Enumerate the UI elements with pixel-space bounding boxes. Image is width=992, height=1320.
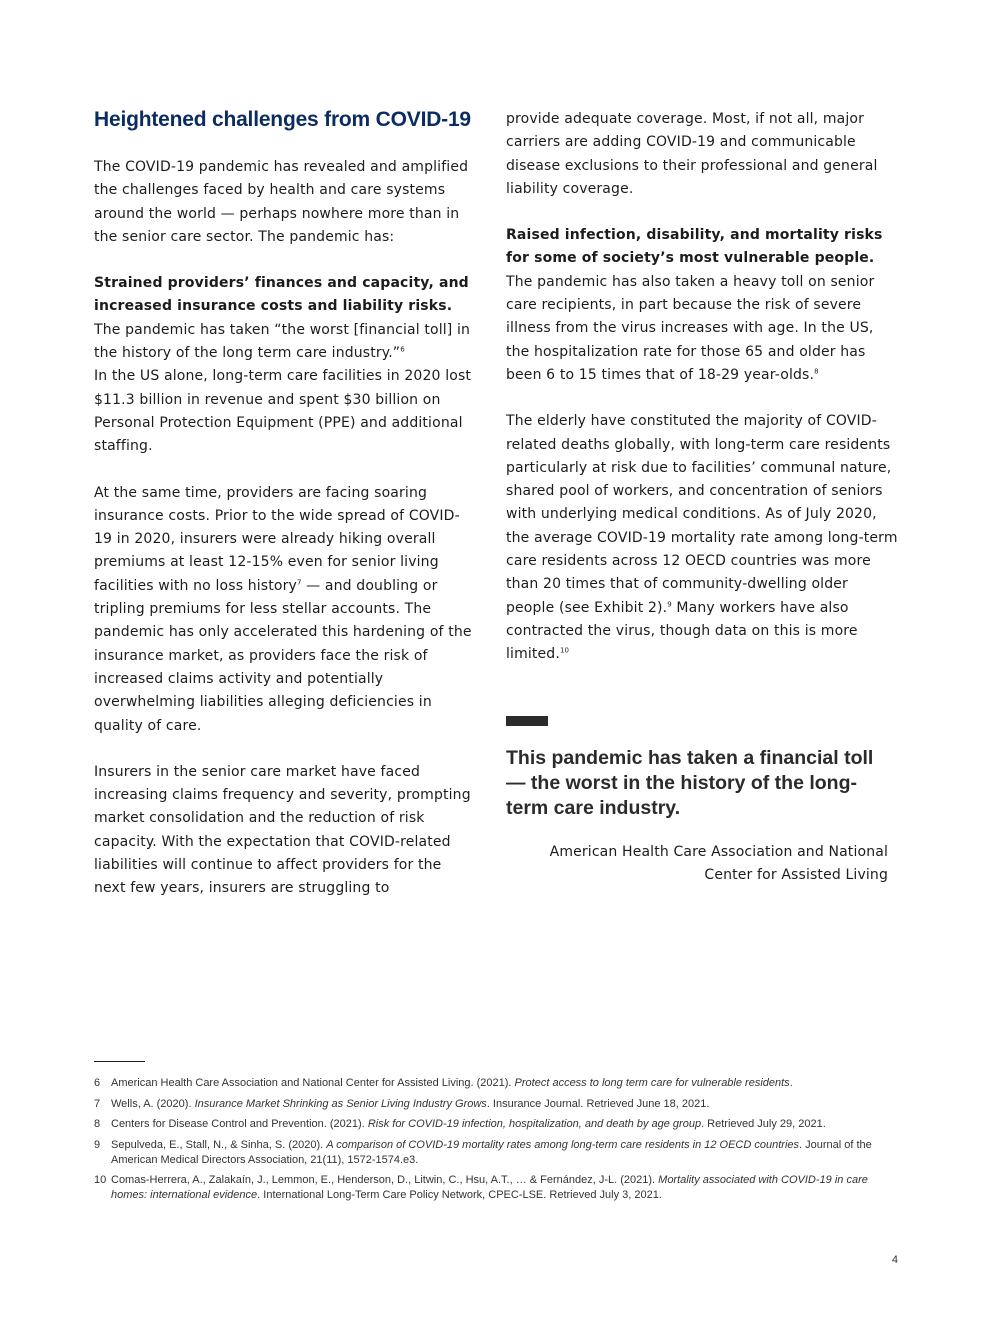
footnote-ref-7[interactable]: 7 <box>296 578 302 587</box>
footnote-item <box>94 1173 900 1203</box>
insurance-text-b: — and doubling or tripling premiums for less stellar accounts. The pandemic has only accelerated this hardening of the insurance market, as providers face the risk of increased claims activity and potentially overwhelming liabilities alleging deficiencies in quality of care. <box>94 577 472 734</box>
left-column <box>94 108 474 924</box>
footnote-text: American Health Care Association and National Center for Assisted Living. (2021). Protect access to long term care for vulnerable residents. <box>111 1077 793 1089</box>
pull-quote: This pandemic has taken a financial toll — the worst in the history of the long-term care industry. <box>506 746 874 819</box>
intro-paragraph: The COVID-19 pandemic has revealed and amplified the challenges faced by health and care systems around the world — perhaps nowhere more than in the senior care sector. The pandemic has: <box>94 159 469 245</box>
finances-lead: Strained providers’ finances and capacity, and increased insurance costs and liability risks. <box>94 275 469 315</box>
footnote-divider <box>94 1061 145 1062</box>
footnote-ref-6[interactable]: 6 <box>400 345 405 354</box>
attribution-line-2: Center for Assisted Living <box>704 866 888 883</box>
footnote-text: Sepulveda, E., Stall, N., & Sinha, S. (2020). A comparison of COVID-19 mortality rates among long-term care residents in 12 OECD countries. Journal of the American Medical Directors Association, 21(11), 1572-1574.e3. <box>111 1138 872 1166</box>
elderly-paragraph <box>506 410 898 666</box>
footnote-ref-9[interactable]: 9 <box>667 599 672 608</box>
footnotes <box>94 1076 900 1209</box>
footnote-number: 10 <box>94 1174 107 1186</box>
elderly-text-a: The elderly have constituted the majority of COVID-related deaths globally, with long-term care residents particularly at risk due to facilities’ communal nature, shared pool of workers, and concentration of seniors with underlying medical conditions. As of July 2020, the average COVID-19 mortality rate among long-term care residents across 12 OECD countries was more than 20 times that of community-dwelling older people (see Exhibit 2). <box>506 413 898 616</box>
risks-lead: Raised infection, disability, and mortality risks for some of society’s most vulnerable people. <box>506 227 883 267</box>
footnote-item <box>94 1076 900 1091</box>
footnote-item <box>94 1117 900 1132</box>
elderly-text-b: Many workers have also contracted the virus, though data on this is more limited. <box>506 599 858 663</box>
section-heading: Heightened challenges from COVID-19 <box>94 108 471 131</box>
insurers-paragraph: Insurers in the senior care market have faced increasing claims frequency and severity, prompting market consolidation and the reduction of risk capacity. With the expectation that COVID-related liabilities will continue to affect providers for the next few years, insurers are struggling to <box>94 763 471 897</box>
quote-attribution <box>506 841 888 887</box>
risks-paragraph <box>506 224 898 387</box>
footnote-text: Comas-Herrera, A., Zalakaín, J., Lemmon, E., Henderson, D., Litwin, C., Hsu, A.T., … & Fernández, J-L. (2021). Mortality associated with COVID-19 in care homes: international evidence. International Long-Term Care Policy Network, CPEC-LSE. Retrieved July 3, 2021. <box>111 1174 868 1201</box>
insurance-costs-paragraph <box>94 482 474 738</box>
finances-text-a: The pandemic has taken “the worst [financial toll] in the history of the long term care industry.” <box>94 321 471 362</box>
finances-text-b: In the US alone, long-term care facilities in 2020 lost $11.3 billion in revenue and spent $30 billion on Personal Protection Equipment (PPE) and additional staffing. <box>94 368 472 455</box>
footnote-number: 7 <box>94 1097 101 1110</box>
coverage-paragraph: provide adequate coverage. Most, if not all, major carriers are adding COVID-19 and communicable disease exclusions to their professional and general liability coverage. <box>506 111 878 197</box>
footnote-text: Wells, A. (2020). Insurance Market Shrinking as Senior Living Industry Grows. Insurance Journal. Retrieved June 18, 2021. <box>111 1097 710 1110</box>
footnote-number: 6 <box>94 1077 101 1089</box>
footnote-number: 9 <box>94 1138 101 1151</box>
footnote-item <box>94 1138 900 1168</box>
attribution-line-1: American Health Care Association and National <box>549 843 888 860</box>
quote-accent-bar <box>506 716 548 726</box>
footnote-ref-10[interactable]: 10 <box>559 646 570 655</box>
footnote-item <box>94 1097 900 1112</box>
risks-text: The pandemic has also taken a heavy toll on senior care recipients, in part because the risk of severe illness from the virus increases with age. In the US, the hospitalization rate for those 65 and older has been 6 to 15 times that of 18-29 year-olds. <box>506 273 875 383</box>
page-number: 4 <box>891 1254 898 1266</box>
right-column <box>506 108 898 887</box>
finances-paragraph <box>94 272 474 458</box>
footnote-text: Centers for Disease Control and Prevention. (2021). Risk for COVID-19 infection, hospitalization, and death by age group. Retrieved July 29, 2021. <box>111 1118 826 1130</box>
insurance-text-a: At the same time, providers are facing soaring insurance costs. Prior to the wide spread of COVID-19 in 2020, insurers were already hiking overall premiums at least 12-15% even for senior living facilities with no loss history <box>94 484 460 594</box>
footnote-number: 8 <box>94 1118 101 1130</box>
footnote-ref-8[interactable]: 8 <box>814 367 819 376</box>
